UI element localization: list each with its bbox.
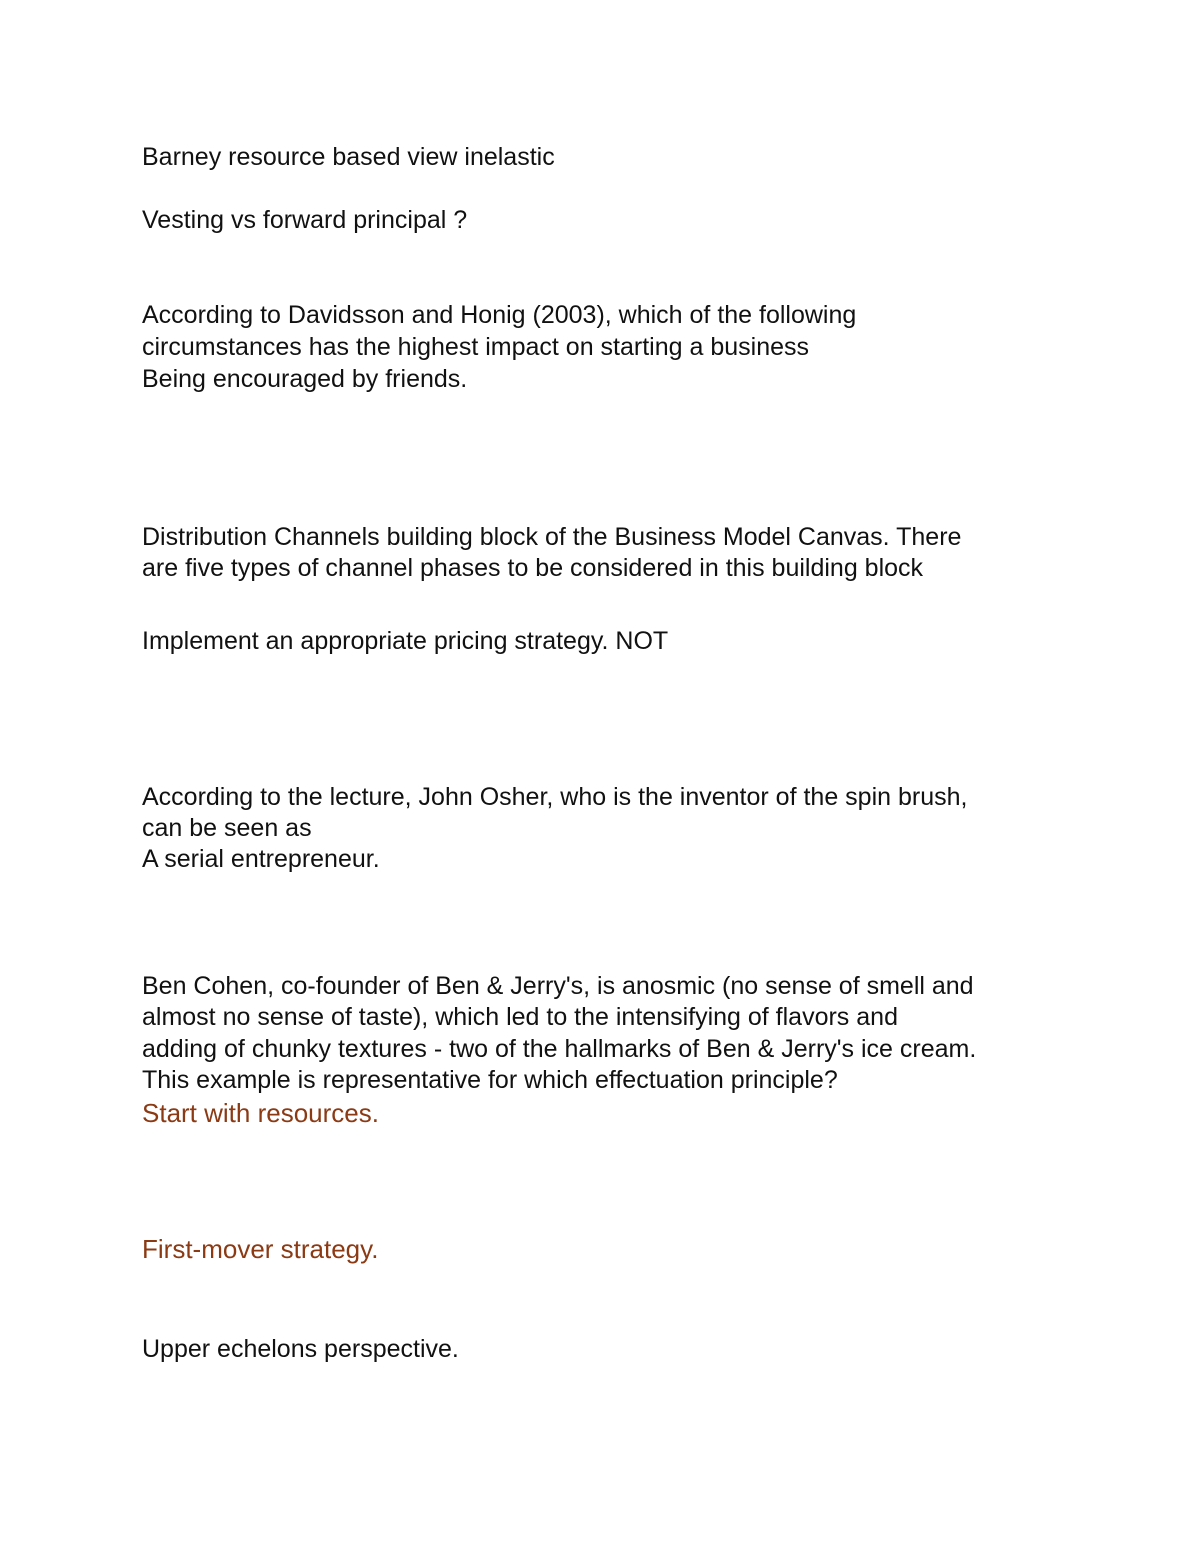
note-line: Barney resource based view inelastic	[142, 143, 555, 171]
question-line: According to Davidsson and Honig (2003), which of the following	[142, 301, 857, 329]
question-line: circumstances has the highest impact on starting a business	[142, 333, 810, 361]
question-line: are five types of channel phases to be considered in this building block	[142, 554, 924, 582]
question-line: adding of chunky textures - two of the hallmarks of Ben & Jerry's ice cream.	[142, 1035, 977, 1063]
answer-line: A serial entrepreneur.	[142, 845, 380, 873]
answer-line: Start with resources.	[142, 1098, 379, 1128]
note-line: Vesting vs forward principal ?	[142, 206, 468, 234]
question-line: Distribution Channels building block of the Business Model Canvas. There	[142, 523, 962, 551]
question-line: This example is representative for which effectuation principle?	[142, 1066, 838, 1094]
question-line: According to the lecture, John Osher, who is the inventor of the spin brush,	[142, 783, 968, 811]
question-line: almost no sense of taste), which led to the intensifying of flavors and	[142, 1003, 898, 1031]
answer-line: Implement an appropriate pricing strategy. NOT	[142, 627, 669, 655]
answer-line: Being encouraged by friends.	[142, 365, 468, 393]
answer-line: Upper echelons perspective.	[142, 1335, 459, 1363]
question-line: can be seen as	[142, 814, 312, 842]
question-line: Ben Cohen, co-founder of Ben & Jerry's, is anosmic (no sense of smell and	[142, 972, 974, 1000]
answer-line: First-mover strategy.	[142, 1234, 379, 1264]
